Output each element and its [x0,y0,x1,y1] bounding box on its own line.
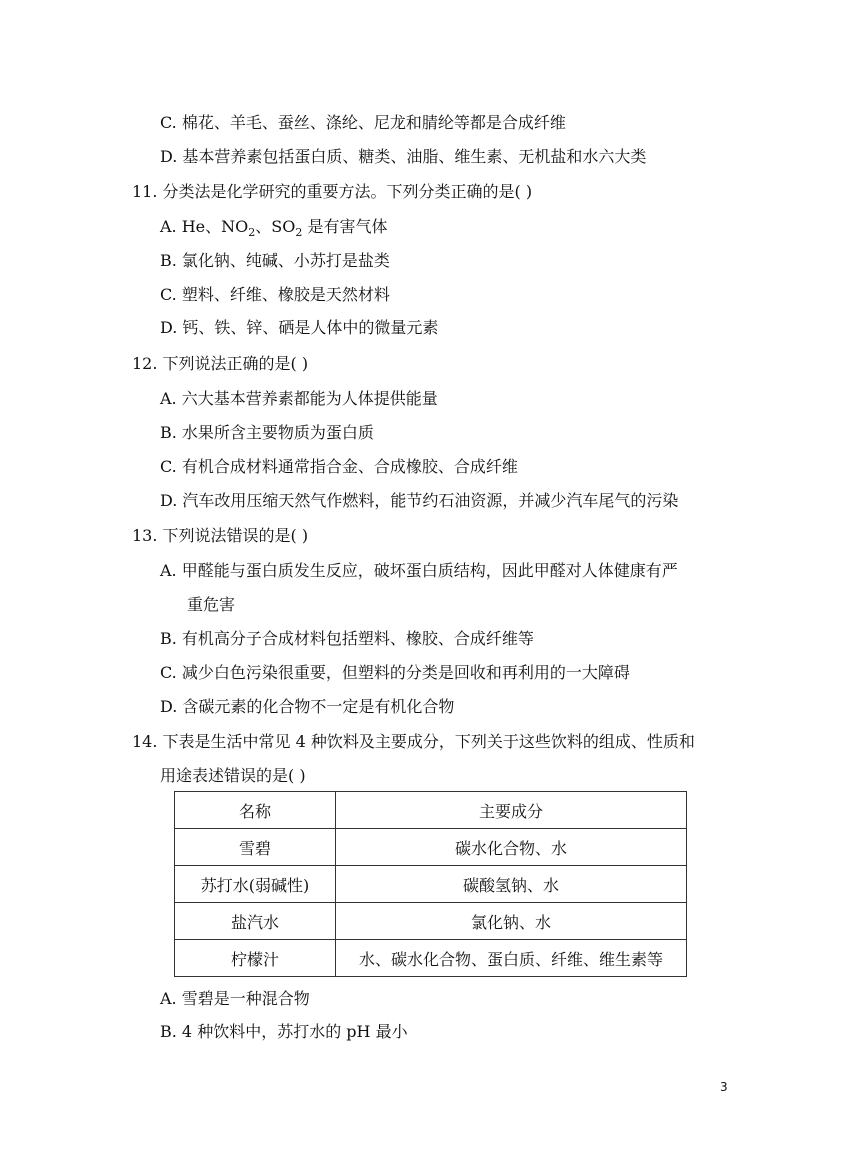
q14-option-b: B. 4 种饮料中，苏打水的 pH 最小 [160,1022,408,1041]
question-13: 13. 下列说法错误的是( ) [132,526,309,545]
q13-option-c: C. 减少白色污染很重要，但塑料的分类是回收和再利用的一大障碍 [160,663,630,682]
table-row [175,866,687,903]
q11-option-b: B. 氯化钠、纯碱、小苏打是盐类 [160,251,390,270]
q11a-post: 是有害气体 [302,217,388,236]
q13-option-d: D. 含碳元素的化合物不一定是有机化合物 [160,697,455,716]
q12-option-d: D. 汽车改用压缩天然气作燃料，能节约石油资源，并减少汽车尾气的污染 [160,491,679,510]
q13-option-a: A. 甲醛能与蛋白质发生反应，破坏蛋白质结构，因此甲醛对人体健康有严 [160,561,678,580]
q12-option-a: A. 六大基本营养素都能为人体提供能量 [160,389,438,408]
question-14-cont: 用途表述错误的是( ) [160,766,306,785]
table-header-row [175,792,687,829]
q13-option-b: B. 有机高分子合成材料包括塑料、橡胶、合成纤维等 [160,629,534,648]
page-number: 3 [720,1080,728,1094]
table-cell: 盐汽水 [175,903,336,940]
q11a-sub1: 2 [248,226,256,240]
q13-option-a-cont: 重危害 [187,595,236,614]
table-cell: 柠檬汁 [175,940,336,977]
q11-option-a [160,217,388,240]
table-row [175,829,687,866]
table-cell: 碳水化合物、水 [336,829,687,866]
q10-option-d: D. 基本营养素包括蛋白质、糖类、油脂、维生素、无机盐和水六大类 [160,147,647,166]
q11a-mid: 、SO [255,217,296,236]
question-12: 12. 下列说法正确的是( ) [132,354,309,373]
q10-option-c: C. 棉花、羊毛、蚕丝、涤纶、尼龙和腈纶等都是合成纤维 [160,113,566,132]
q11a-sub2: 2 [295,226,303,240]
table-cell: 苏打水(弱碱性) [175,866,336,903]
table-header: 主要成分 [336,792,687,829]
q14-option-a: A. 雪碧是一种混合物 [160,989,310,1008]
q11a-pre: A. He、NO [160,217,249,236]
table-row [175,940,687,977]
table-cell: 水、碳水化合物、蛋白质、纤维、维生素等 [336,940,687,977]
table-cell: 雪碧 [175,829,336,866]
question-11: 11. 分类法是化学研究的重要方法。下列分类正确的是( ) [132,182,533,201]
q11-option-d: D. 钙、铁、锌、硒是人体中的微量元素 [160,318,439,337]
table-row [175,903,687,940]
q11-option-c: C. 塑料、纤维、橡胶是天然材料 [160,285,390,304]
table-cell: 碳酸氢钠、水 [336,866,687,903]
table-cell: 氯化钠、水 [336,903,687,940]
table-header: 名称 [175,792,336,829]
question-14: 14. 下表是生活中常见 4 种饮料及主要成分，下列关于这些饮料的组成、性质和 [132,732,695,751]
q12-option-b: B. 水果所含主要物质为蛋白质 [160,423,374,442]
q12-option-c: C. 有机合成材料通常指合金、合成橡胶、合成纤维 [160,457,518,476]
beverage-table [174,791,687,977]
